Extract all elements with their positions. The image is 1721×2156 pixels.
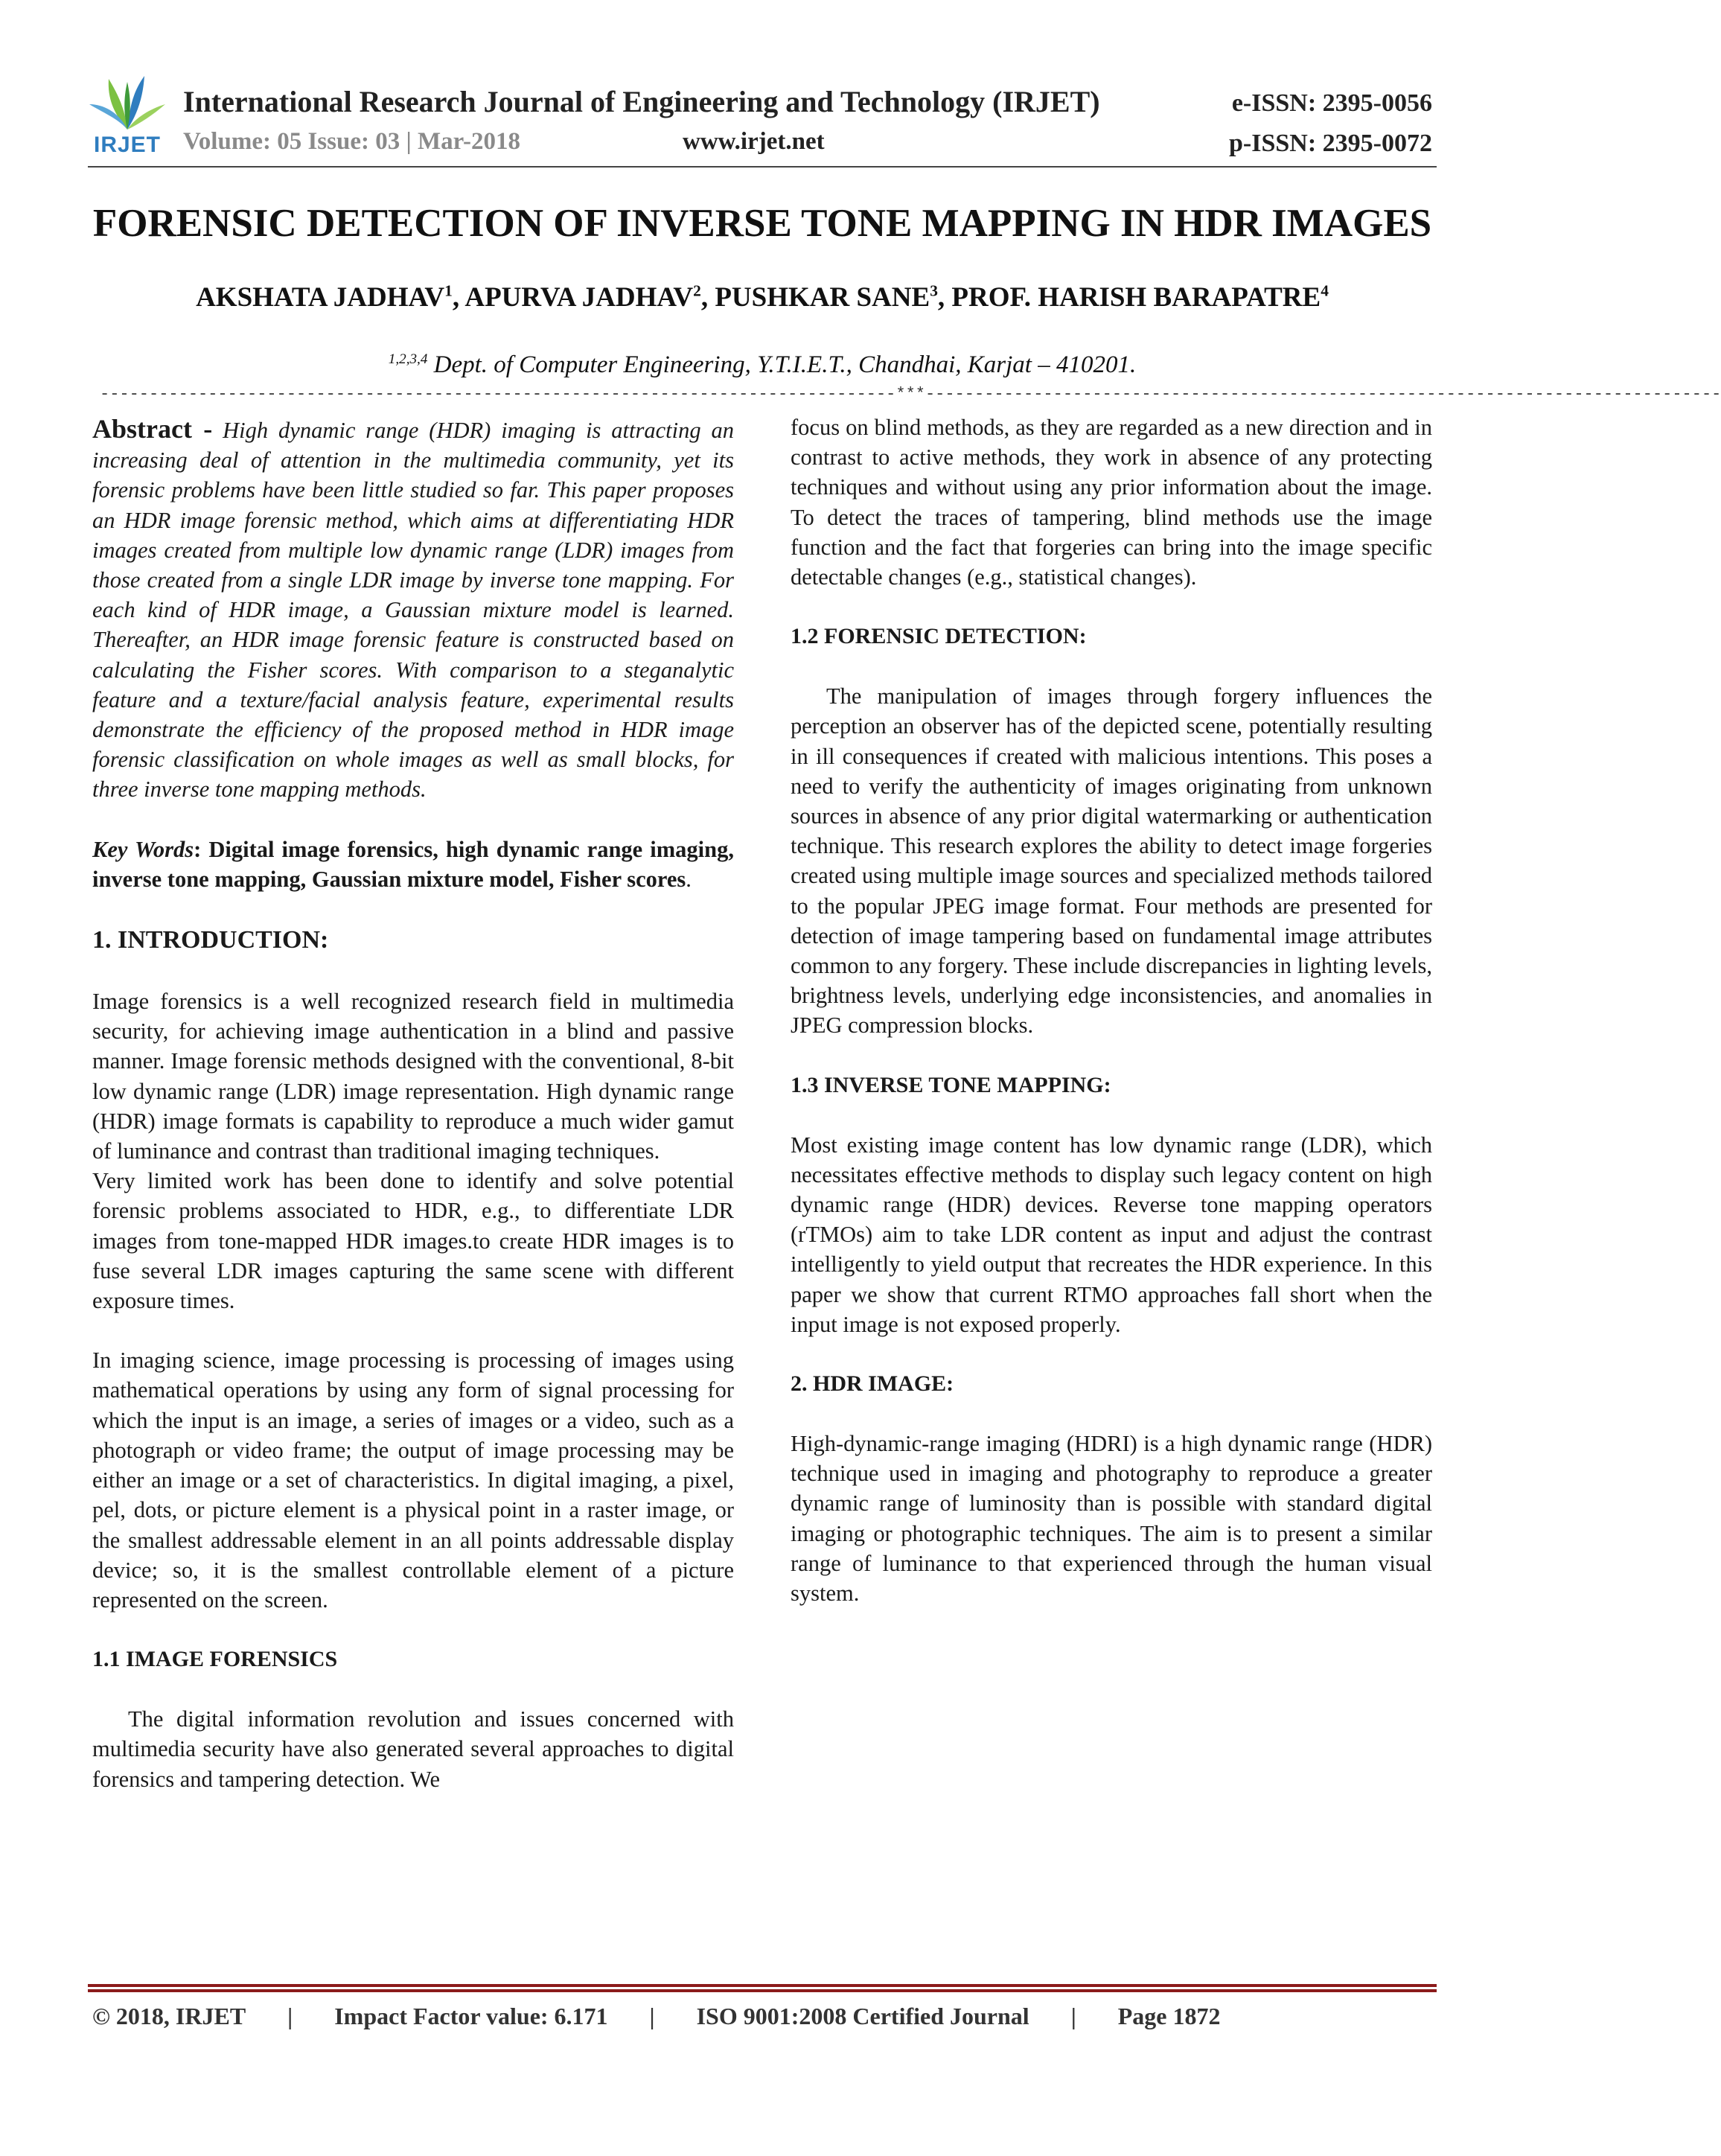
spacer bbox=[791, 1339, 1432, 1369]
affiliation bbox=[0, 351, 1524, 379]
page-header bbox=[0, 0, 1524, 171]
author-sup: 3 bbox=[930, 281, 938, 300]
separator-stars: *** bbox=[895, 385, 925, 404]
section-separator bbox=[100, 385, 1721, 407]
author-sup: 2 bbox=[693, 281, 701, 300]
p-issn: p-ISSN: 2395-0072 bbox=[1229, 130, 1432, 157]
section-heading-inverse-tone-mapping: 1.3 INVERSE TONE MAPPING: bbox=[791, 1072, 1111, 1097]
intro-paragraph-3: In imaging science, image processing is processing of images using mathematical operations by using any form of signal processing for which the input is an image, a series of images or a video, such as a photograph or video frame; the output of image processing may be either an image or a set of characteristics. In digital imaging, a pixel, pel, dots, or picture element is a physical point in a raster image, or the smallest addressable element in an all points addressable display device; so, it is the smallest controllable element of a picture represented on the screen. bbox=[92, 1348, 734, 1613]
image-forensics-paragraph-start: The digital information revolution and issues concerned with multimedia security have also generated several approaches to digital forensics and tampering detection. We bbox=[92, 1706, 734, 1792]
affiliation-sup: 1,2,3,4 bbox=[388, 351, 428, 367]
footer-divider: | bbox=[1070, 2003, 1076, 2029]
journal-title: International Research Journal of Engineering and Technology (IRJET) bbox=[183, 85, 1100, 118]
section-heading-hdr-image: 2. HDR IMAGE: bbox=[791, 1371, 954, 1397]
irjet-logo bbox=[86, 71, 168, 161]
separator-dashes-left: --------------------------------------------------------------------------------- bbox=[100, 385, 896, 404]
spacer bbox=[92, 957, 734, 986]
section-heading-forensic-detection: 1.2 FORENSIC DETECTION: bbox=[791, 624, 1087, 649]
inverse-tone-mapping-paragraph: Most existing image content has low dynamic range (LDR), which necessitates effective methods to display such legacy content on high dynamic range (HDR) devices. Reverse tone mapping operators (rTMOs) aim to take LDR content as input and adjust the contrast intelligently to yield output that recreates the HDR experience. In this paper we show that current RTMO approaches fall short when the input image is not exposed properly. bbox=[791, 1132, 1432, 1337]
spacer bbox=[791, 651, 1432, 681]
e-issn: e-ISSN: 2395-0056 bbox=[1231, 89, 1432, 117]
right-column bbox=[791, 412, 1432, 1608]
footer-page-number: Page 1872 bbox=[1117, 2003, 1221, 2029]
footer-divider: | bbox=[649, 2003, 655, 2029]
journal-website: www.irjet.net bbox=[683, 128, 825, 155]
spacer bbox=[791, 592, 1432, 622]
footer-rule bbox=[88, 1984, 1437, 1987]
author-name: PROF. HARISH BARAPATRE bbox=[951, 282, 1321, 313]
author-list: AKSHATA JADHAV$^1$, APURVA JADHAV$^2$, PUSHKAR SANE$^3$, PROF. HARISH BARAPATRE$^4$ bbox=[196, 281, 1329, 313]
author-name: APURVA JADHAV bbox=[464, 282, 694, 313]
logo-text: IRJET bbox=[93, 133, 162, 157]
spacer bbox=[92, 1615, 734, 1645]
abstract-text: High dynamic range (HDR) imaging is attracting an increasing deal of attention in the multimedia community, yet its forensic problems have been little studied so far. This paper proposes an HDR image forensic method, which aims at differentiating HDR images created from multiple low dynamic range (LDR) images from those created from a single LDR image by inverse tone mapping. For each kind of HDR image, a Gaussian mixture model is learned. Thereafter, an HDR image forensic feature is constructed based on calculating the Fisher scores. With comparison to a steganalytic feature and a texture/facial analysis feature, experimental results demonstrate the efficiency of the proposed method in HDR image forensic classification on whole images as well as small blocks, for three inverse tone mapping methods. bbox=[92, 418, 735, 803]
paper-title: FORENSIC DETECTION OF INVERSE TONE MAPPING IN HDR IMAGES bbox=[92, 202, 1432, 245]
abstract bbox=[92, 414, 734, 805]
abstract-label: Abstract - bbox=[92, 414, 213, 444]
intro-paragraph-1: Image forensics is a well recognized research field in multimedia security, for achieving image authentication in a blind and passive manner. Image forensic methods designed with the conventional, 8-bit low dynamic range (LDR) image representation. High dynamic range (HDR) image formats is capability to reproduce a much wider gamut of luminance and contrast than traditional imaging techniques. bbox=[92, 989, 734, 1164]
author-sup: 4 bbox=[1321, 281, 1329, 300]
affiliation-text: Dept. of Computer Engineering, Y.T.I.E.T., Chandhai, Karjat – 410201. bbox=[433, 351, 1137, 378]
spacer bbox=[791, 1100, 1432, 1130]
forensic-detection-paragraph: The manipulation of images through forgery influences the perception an observer has of the depicted scene, potentially resulting in ill consequences if created with malicious intentions. This poses a need to verify the authenticity of images originating from unknown sources in absence of any prior digital watermarking or authentication technique. This research explores the ability to detect image forgeries created using multiple image sources and specialized methods tailored to the popular JPEG image format. Four methods are presented for detection of image tampering based on fundamental image attributes common to any forgery. These include discrepancies in lighting levels, brightness levels, underlying edge inconsistencies, and anomalies in JPEG compression blocks. bbox=[791, 683, 1432, 1039]
footer-copyright: © 2018, IRJET bbox=[92, 2003, 246, 2029]
author-name: AKSHATA JADHAV bbox=[196, 282, 445, 313]
author-name: PUSHKAR SANE bbox=[715, 282, 930, 313]
spacer bbox=[92, 1315, 734, 1345]
keywords-label: Key Words bbox=[92, 836, 194, 862]
spacer bbox=[791, 1399, 1432, 1429]
footer-iso: ISO 9001:2008 Certified Journal bbox=[696, 2003, 1029, 2029]
separator-dashes-right: --------------------------------------------------------------------------------- bbox=[925, 385, 1721, 404]
left-column bbox=[92, 414, 734, 1794]
keywords-text: Digital image forensics, high dynamic range imaging, inverse tone mapping, Gaussian mixture model, Fisher scores bbox=[92, 836, 734, 892]
logo-leaves-icon bbox=[86, 71, 168, 131]
spacer bbox=[92, 1674, 734, 1704]
volume-issue: Volume: 05 Issue: 03 | Mar-2018 bbox=[183, 128, 521, 155]
footer-rule bbox=[88, 1989, 1437, 1992]
footer-divider: | bbox=[287, 2003, 293, 2029]
spacer bbox=[92, 894, 734, 924]
footer-impact-factor: Impact Factor value: 6.171 bbox=[334, 2003, 608, 2029]
image-forensics-paragraph-cont: focus on blind methods, as they are regarded as a new direction and in contrast to active methods, they work in absence of any protecting techniques and without using any prior information about the image. To detect the traces of tampering, blind methods use the image function and the fact that forgeries can bring into the image specific detectable changes (e.g., statistical changes). bbox=[791, 415, 1432, 590]
spacer bbox=[92, 805, 734, 835]
section-heading-image-forensics: 1.1 IMAGE FORENSICS bbox=[92, 1647, 338, 1672]
section-heading-introduction: 1. INTRODUCTION: bbox=[92, 926, 329, 954]
header-divider bbox=[88, 166, 1437, 168]
page-footer bbox=[92, 2003, 1220, 2030]
spacer bbox=[791, 1041, 1432, 1071]
author-sup: 1 bbox=[444, 281, 453, 300]
keywords: Key Words: Digital image forensics, high dynamic range imaging, inverse tone mapping, Gaussian mixture model, Fisher scores. bbox=[92, 836, 734, 892]
hdr-image-paragraph: High-dynamic-range imaging (HDRI) is a high dynamic range (HDR) technique used in imaging and photography to reproduce a greater dynamic range of luminosity than is possible with standard digital imaging or photographic techniques. The aim is to present a similar range of luminance to that experienced through the human visual system. bbox=[791, 1431, 1432, 1607]
intro-paragraph-2: Very limited work has been done to identify and solve potential forensic problems associated to HDR, e.g., to differentiate LDR images from tone-mapped HDR images.to create HDR images is to fuse several LDR images capturing the same scene with different exposure times. bbox=[92, 1168, 734, 1314]
